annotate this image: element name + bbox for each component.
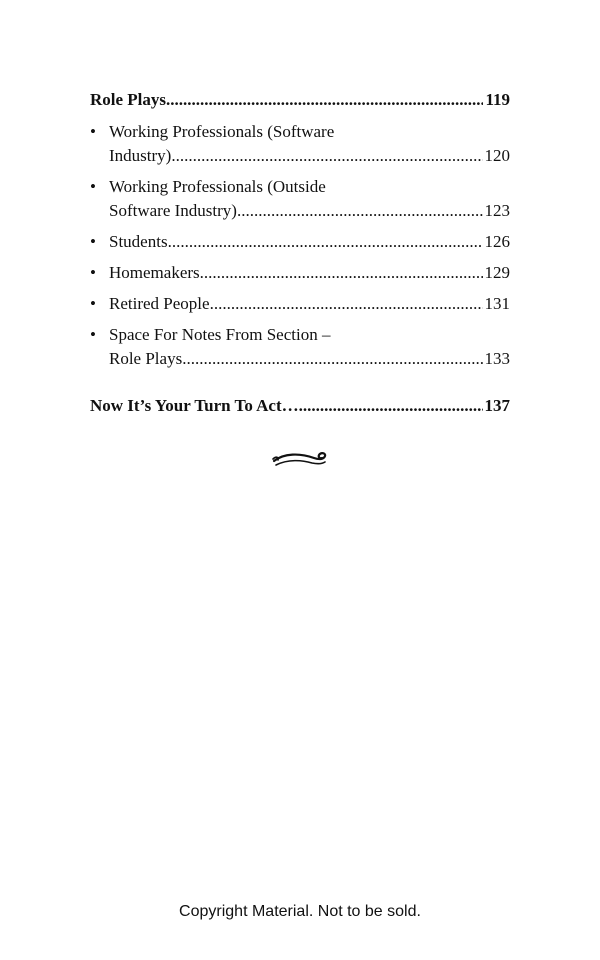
toc-page-number: 120: [484, 146, 510, 165]
toc-page-number: 137: [484, 396, 510, 415]
toc-section-role-plays[interactable]: [90, 88, 510, 112]
bullet-icon: •: [90, 232, 96, 251]
toc-section-title: Role Plays: [90, 90, 167, 109]
toc-section-your-turn[interactable]: [90, 394, 510, 418]
toc-item-title: Students: [109, 232, 168, 251]
toc-item-line1: Working Professionals (Outside: [109, 177, 326, 196]
dot-leader: [182, 347, 482, 371]
toc-item-notes[interactable]: [90, 323, 510, 371]
toc-item-line2: Industry): [109, 146, 172, 165]
bullet-icon: •: [90, 122, 96, 141]
dot-leader: [299, 394, 483, 418]
dot-leader: [168, 230, 483, 254]
toc-page-number: 119: [485, 90, 510, 109]
toc-section-title: Now It’s Your Turn To Act…: [90, 396, 299, 415]
dot-leader: [237, 199, 483, 223]
toc-page-number: 126: [484, 232, 510, 251]
table-of-contents: [90, 88, 510, 426]
toc-page-number: 131: [484, 294, 510, 313]
toc-item-homemakers[interactable]: [90, 261, 510, 285]
bullet-icon: •: [90, 177, 96, 196]
toc-item-retired-people[interactable]: [90, 292, 510, 316]
toc-item-line1: Working Professionals (Software: [109, 122, 335, 141]
dot-leader: [171, 144, 482, 168]
toc-page-number: 123: [484, 201, 510, 220]
dot-leader: [210, 292, 483, 316]
toc-item-title: Retired People: [109, 294, 210, 313]
copyright-notice: Copyright Material. Not to be sold.: [179, 903, 421, 920]
bullet-icon: •: [90, 263, 96, 282]
toc-item-title: Homemakers: [109, 263, 200, 282]
bullet-icon: •: [90, 325, 96, 344]
toc-page-number: 133: [484, 349, 510, 368]
dot-leader: [200, 261, 483, 285]
toc-item-outside-software[interactable]: [90, 175, 510, 223]
toc-item-line1: Space For Notes From Section –: [109, 325, 331, 344]
toc-page-number: 129: [484, 263, 510, 282]
dot-leader: [166, 88, 483, 112]
toc-item-line2: Role Plays: [109, 349, 183, 368]
bullet-icon: •: [90, 294, 96, 313]
toc-item-software[interactable]: [90, 120, 510, 168]
toc-item-line2: Software Industry): [109, 201, 237, 220]
scroll-flourish-icon: [270, 447, 330, 471]
toc-item-students[interactable]: [90, 230, 510, 254]
